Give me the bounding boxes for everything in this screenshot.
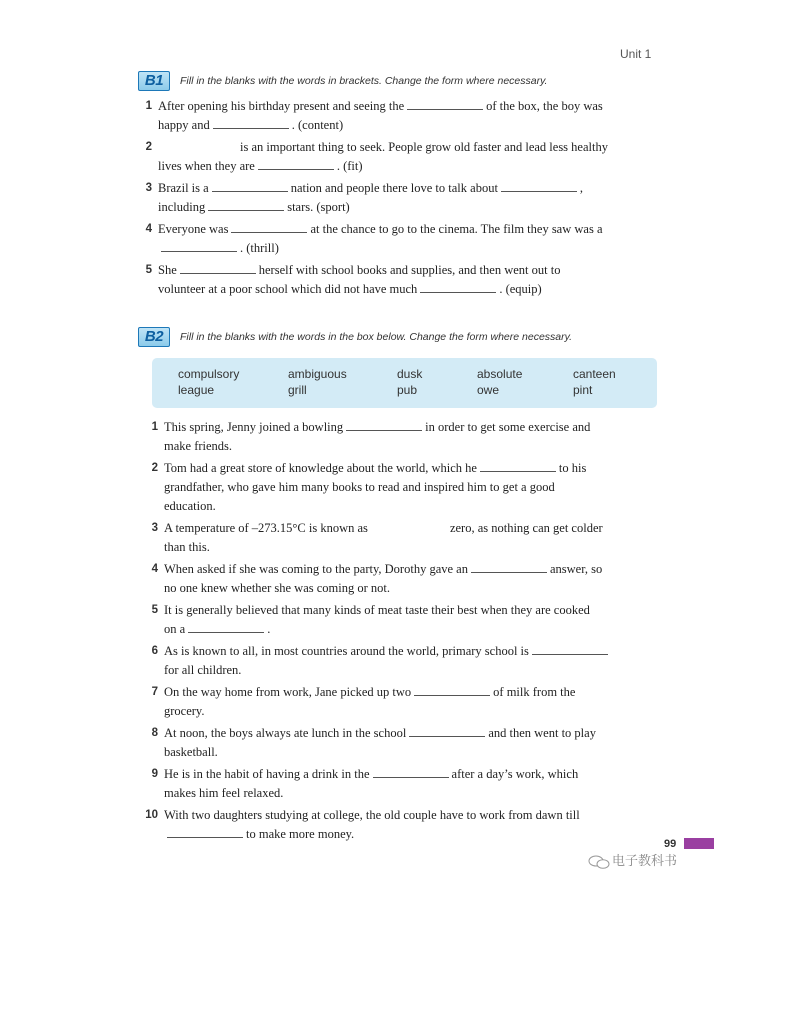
word-box <box>152 358 657 408</box>
answer-blank[interactable] <box>409 725 485 737</box>
page-number: 99 <box>664 838 677 850</box>
word-owe: owe <box>477 383 500 397</box>
answer-blank[interactable] <box>414 684 490 696</box>
item-text: On the way home from work, Jane picked up two <box>164 685 412 699</box>
item-text: She <box>158 263 177 277</box>
item-number: 6 <box>151 645 158 657</box>
section-b1-instruction: Fill in the blanks with the words in brackets. Change the form where necessary. <box>180 75 548 87</box>
item-text: It is generally believed that many kinds of meat taste their best when they are cooked <box>164 603 590 617</box>
item-text: . (thrill) <box>240 241 279 255</box>
item-text: including <box>158 200 206 214</box>
item-number: 2 <box>145 141 152 153</box>
answer-blank[interactable] <box>346 419 422 431</box>
b1-item-3 <box>145 179 658 217</box>
item-text: of the box, the boy was <box>486 99 603 113</box>
section-b2-instruction: Fill in the blanks with the words in the box below. Change the form where necessary. <box>180 331 573 343</box>
item-line <box>158 239 658 258</box>
item-text: makes him feel relaxed. <box>164 786 284 800</box>
b2-item-4 <box>151 560 659 598</box>
item-line <box>164 538 659 557</box>
item-text: As is known to all, in most countries around the world, primary school is <box>164 644 529 658</box>
item-text: Tom had a great store of knowledge about the world, which he <box>164 461 477 475</box>
item-text: At noon, the boys always ate lunch in the school <box>164 726 407 740</box>
item-number: 1 <box>145 100 152 112</box>
item-text: . (fit) <box>336 159 363 173</box>
item-number: 3 <box>151 522 158 534</box>
answer-blank[interactable] <box>471 561 547 573</box>
section-b1-list <box>145 97 658 302</box>
item-line <box>158 280 658 299</box>
item-text: is an important thing to seek. People grow old faster and lead less healthy <box>240 140 608 154</box>
item-text: than this. <box>164 540 210 554</box>
b1-item-2 <box>145 138 658 176</box>
item-text: , <box>579 181 584 195</box>
item-line <box>158 97 658 116</box>
item-text: lives when they are <box>158 159 255 173</box>
b2-item-5 <box>151 601 659 639</box>
item-line <box>158 138 658 157</box>
item-text: no one knew whether she was coming or not. <box>164 581 390 595</box>
item-line <box>164 620 659 639</box>
item-text: grocery. <box>164 704 205 718</box>
word-pint: pint <box>573 383 593 397</box>
item-text: grandfather, who gave him many books to read and inspired him to get a good <box>164 480 555 494</box>
answer-blank[interactable] <box>231 221 307 233</box>
item-line <box>164 784 659 803</box>
item-line <box>164 642 659 661</box>
item-text: in order to get some exercise and <box>425 420 591 434</box>
item-line <box>164 601 659 620</box>
item-number: 9 <box>151 768 158 780</box>
word-grill: grill <box>288 383 307 397</box>
answer-blank[interactable] <box>371 520 447 532</box>
item-number: 10 <box>145 809 158 821</box>
item-line <box>164 765 659 784</box>
b2-item-3 <box>151 519 659 557</box>
word-dusk: dusk <box>397 367 423 381</box>
b2-item-9 <box>151 765 659 803</box>
b2-item-6 <box>151 642 659 680</box>
item-line <box>158 220 658 239</box>
word-pub: pub <box>397 383 418 397</box>
answer-blank[interactable] <box>373 766 449 778</box>
item-line <box>158 261 658 280</box>
item-text: happy and <box>158 118 210 132</box>
item-line <box>164 579 659 598</box>
item-line <box>164 683 659 702</box>
section-b2-list <box>145 418 659 847</box>
item-line <box>164 497 659 516</box>
item-line <box>164 806 659 825</box>
item-text: . <box>267 622 271 636</box>
b1-item-5 <box>145 261 658 299</box>
b2-item-8 <box>151 724 659 762</box>
item-text: volunteer at a poor school which did not have much <box>158 282 418 296</box>
answer-blank[interactable] <box>167 826 243 838</box>
item-line <box>158 179 658 198</box>
item-text: of milk from the <box>493 685 576 699</box>
answer-blank[interactable] <box>501 180 577 192</box>
item-text: after a day’s work, which <box>451 767 579 781</box>
item-number: 4 <box>145 223 152 235</box>
answer-blank[interactable] <box>532 643 608 655</box>
answer-blank[interactable] <box>188 621 264 633</box>
section-b1-badge: B1 <box>138 71 170 91</box>
item-number: 7 <box>151 686 158 698</box>
item-line <box>164 724 659 743</box>
word-absolute: absolute <box>477 367 523 381</box>
item-text: stars. (sport) <box>287 200 350 214</box>
answer-blank[interactable] <box>407 98 483 110</box>
wechat-icon <box>588 855 610 869</box>
item-text: This spring, Jenny joined a bowling <box>164 420 344 434</box>
item-text: Everyone was <box>158 222 229 236</box>
item-text: and then went to play <box>488 726 596 740</box>
word-league: league <box>178 383 215 397</box>
answer-blank[interactable] <box>258 158 334 170</box>
b2-item-10 <box>145 806 659 844</box>
item-line <box>164 459 659 478</box>
item-line <box>164 437 659 456</box>
item-text: zero, as nothing can get colder <box>449 521 603 535</box>
item-number: 5 <box>151 604 158 616</box>
answer-blank[interactable] <box>212 180 288 192</box>
answer-blank[interactable] <box>213 117 289 129</box>
item-text: make friends. <box>164 439 233 453</box>
item-text: basketball. <box>164 745 218 759</box>
item-text: answer, so <box>549 562 603 576</box>
answer-blank[interactable] <box>180 262 256 274</box>
item-number: 2 <box>151 462 158 474</box>
word-compulsory: compulsory <box>178 367 240 381</box>
word-ambiguous: ambiguous <box>288 367 347 381</box>
item-text: A temperature of –273.15°C is known as <box>164 521 368 535</box>
b2-item-2 <box>151 459 659 516</box>
section-b2-badge: B2 <box>138 327 170 347</box>
item-number: 4 <box>151 563 158 575</box>
b2-item-7 <box>151 683 659 721</box>
item-text: on a <box>164 622 186 636</box>
item-line <box>164 519 659 538</box>
b2-item-1 <box>151 418 659 456</box>
item-text: at the chance to go to the cinema. The film they saw was a <box>310 222 603 236</box>
item-line <box>164 560 659 579</box>
answer-blank[interactable] <box>208 199 284 211</box>
item-line <box>164 418 659 437</box>
answer-blank[interactable] <box>161 240 237 252</box>
item-text: . (content) <box>291 118 344 132</box>
item-line <box>164 702 659 721</box>
item-line <box>164 661 659 680</box>
item-text: After opening his birthday present and seeing the <box>158 99 405 113</box>
item-text: With two daughters studying at college, the old couple have to work from dawn till <box>164 808 580 822</box>
item-text: He is in the habit of having a drink in the <box>164 767 370 781</box>
item-number: 5 <box>145 264 152 276</box>
item-text: for all children. <box>164 663 242 677</box>
item-line <box>158 157 658 176</box>
item-text: education. <box>164 499 216 513</box>
item-text: . (equip) <box>499 282 542 296</box>
b1-item-4 <box>145 220 658 258</box>
item-line <box>164 825 659 844</box>
item-number: 8 <box>151 727 158 739</box>
b1-item-1 <box>145 97 658 135</box>
item-number: 3 <box>145 182 152 194</box>
answer-blank[interactable] <box>420 281 496 293</box>
item-text: Brazil is a <box>158 181 209 195</box>
item-text: When asked if she was coming to the party, Dorothy gave an <box>164 562 468 576</box>
word-canteen: canteen <box>573 367 616 381</box>
item-text: to make more money. <box>246 827 355 841</box>
item-text: herself with school books and supplies, and then went out to <box>258 263 561 277</box>
item-line <box>164 743 659 762</box>
item-line <box>164 478 659 497</box>
item-text: nation and people there love to talk about <box>290 181 498 195</box>
unit-label: Unit 1 <box>620 47 652 61</box>
answer-blank[interactable] <box>480 460 556 472</box>
item-text: to his <box>558 461 587 475</box>
item-line <box>158 116 658 135</box>
watermark-text: 电子教科书 <box>612 854 678 869</box>
page-number-bar <box>684 838 714 849</box>
item-line <box>158 198 658 217</box>
item-number: 1 <box>151 421 158 433</box>
watermark <box>588 850 677 869</box>
